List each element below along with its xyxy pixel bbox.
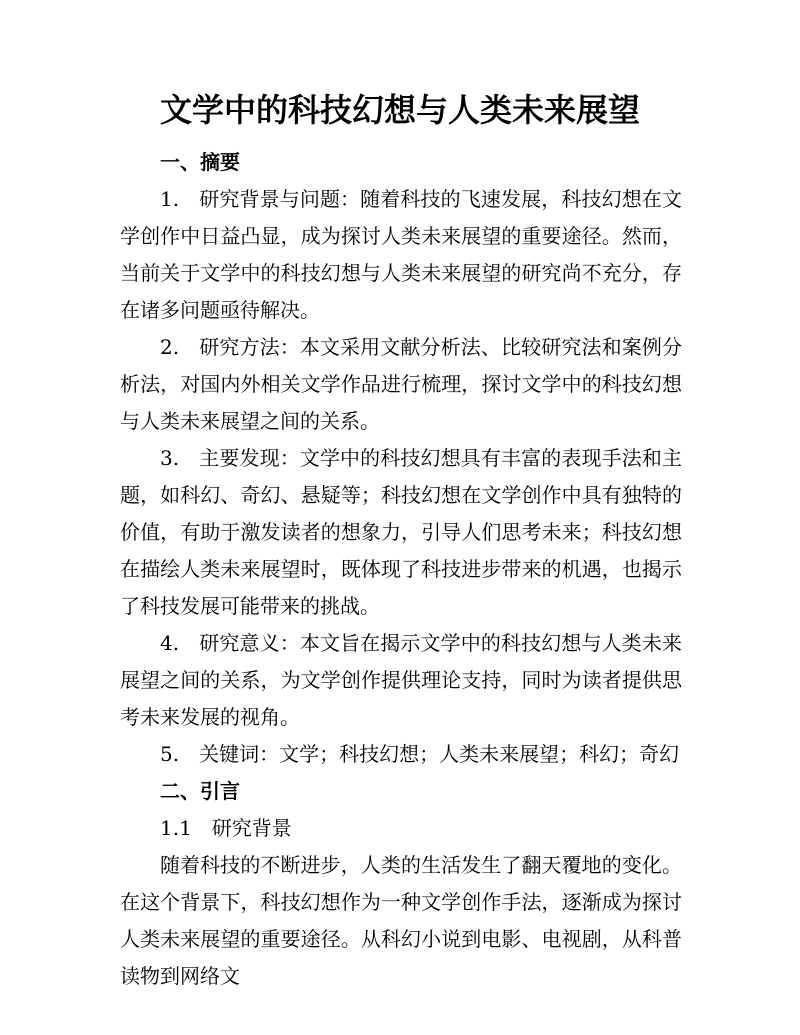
document-body	[120, 144, 682, 995]
intro-paragraph: 随着科技的不断进步，人类的生活发生了翻天覆地的变化。在这个背景下，科技幻想作为一种文学创作手法，逐渐成为探讨人类未来展望的重要途径。从科幻小说到电影、电视剧，从科普读物到网络文	[120, 853, 682, 988]
abstract-item-2	[120, 329, 682, 440]
item-number: 1.	[160, 187, 180, 211]
abstract-item-3	[120, 440, 682, 625]
item-number: 2.	[160, 335, 180, 359]
subheading-text: 研究背景	[211, 816, 292, 840]
document-title: 文学中的科技幻想与人类未来展望	[159, 91, 640, 129]
abstract-item-4	[120, 625, 682, 736]
abstract-heading: 一、摘要	[160, 150, 240, 174]
item-number: 5.	[160, 742, 180, 766]
item-number: 3.	[160, 446, 180, 470]
item-text: 研究背景与问题：随着科技的飞速发展，科技幻想在文学创作中日益凸显，成为探讨人类未来展望的重要途径。然而，当前关于文学中的科技幻想与人类未来展望的研究尚不充分，存在诸多问题亟待解决。	[120, 187, 682, 322]
intro-heading: 二、引言	[160, 779, 240, 803]
item-text: 研究方法：本文采用文献分析法、比较研究法和案例分析法，对国内外相关文学作品进行梳理，探讨文学中的科技幻想与人类未来展望之间的关系。	[120, 335, 682, 433]
item-text: 研究意义：本文旨在揭示文学中的科技幻想与人类未来展望之间的关系，为文学创作提供理论支持，同时为读者提供思考未来发展的视角。	[120, 631, 682, 729]
item-text: 主要发现：文学中的科技幻想具有丰富的表现手法和主题，如科幻、奇幻、悬疑等；科技幻想在文学创作中具有独特的价值，有助于激发读者的想象力，引导人们思考未来；科技幻想在描绘人类未来展望时，既体现了科技进步带来的机遇，也揭示了科技发展可能带来的挑战。	[120, 446, 682, 618]
subheading-number: 1.1	[160, 816, 192, 840]
abstract-item-5	[120, 736, 682, 773]
item-number: 4.	[160, 631, 180, 655]
intro-subheading	[120, 810, 682, 847]
abstract-item-1	[120, 181, 682, 329]
item-text: 关键词：文学；科技幻想；人类未来展望；科幻；奇幻	[199, 742, 680, 766]
